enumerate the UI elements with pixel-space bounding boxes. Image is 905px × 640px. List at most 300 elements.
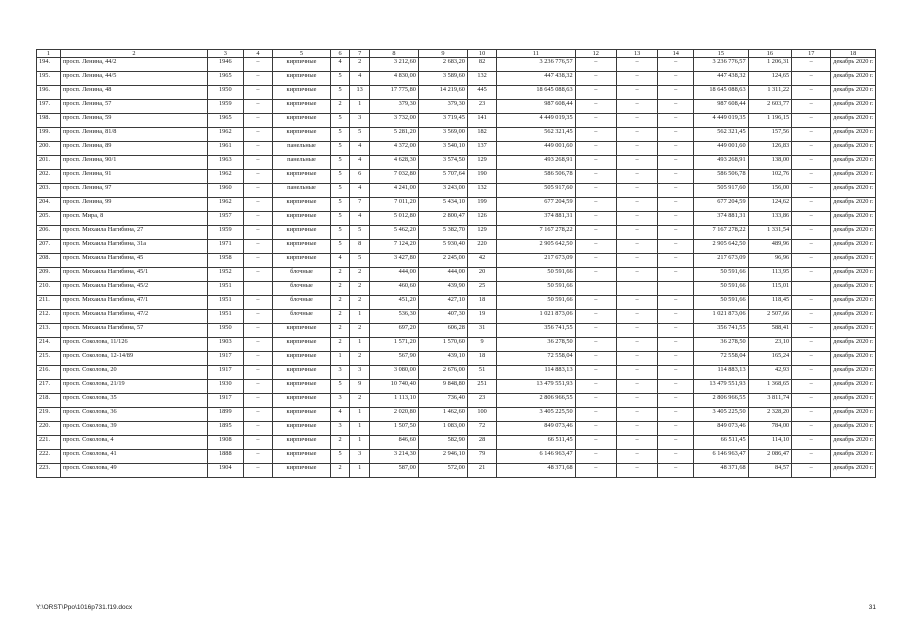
table-cell: 5 930,40 (418, 240, 467, 254)
table-cell: 13 479 551,93 (497, 380, 575, 394)
table-cell: 1 083,00 (418, 422, 467, 436)
table-cell: – (243, 226, 272, 240)
table-cell (575, 282, 616, 296)
table-cell: 3 719,45 (418, 114, 467, 128)
table-cell: просп. Соколова, 41 (60, 450, 207, 464)
table-cell: блочные (273, 268, 331, 282)
table-cell: 2 (350, 324, 370, 338)
table-cell: 114 883,13 (497, 366, 575, 380)
table-cell: 3 214,30 (369, 450, 418, 464)
table-cell: 1959 (207, 100, 243, 114)
table-cell: 5 (330, 156, 350, 170)
table-cell: 2 (330, 296, 350, 310)
table-cell: 536,30 (369, 310, 418, 324)
table-cell: 3 405 225,50 (497, 408, 575, 422)
table-cell: кирпичные (273, 450, 331, 464)
table-cell: 587,00 (369, 464, 418, 478)
table-cell: – (575, 380, 616, 394)
table-row (37, 156, 876, 170)
table-cell: декабрь 2020 г. (831, 282, 876, 296)
table-cell (616, 282, 657, 296)
table-cell: кирпичные (273, 114, 331, 128)
table-cell: 223. (37, 464, 61, 478)
table-cell: 379,30 (418, 100, 467, 114)
table-cell: – (243, 450, 272, 464)
table-cell: 4 372,00 (369, 142, 418, 156)
table-cell: 21 (467, 464, 496, 478)
table-cell: 132 (467, 184, 496, 198)
table-cell: – (792, 72, 831, 86)
table-cell: 846,60 (369, 436, 418, 450)
table-cell: 1 113,10 (369, 394, 418, 408)
table-cell: декабрь 2020 г. (831, 156, 876, 170)
table-cell: 1 196,15 (748, 114, 792, 128)
table-cell: – (792, 226, 831, 240)
table-cell: – (575, 268, 616, 282)
table-cell: – (243, 310, 272, 324)
table-cell: 210. (37, 282, 61, 296)
table-row (37, 380, 876, 394)
table-cell: – (792, 268, 831, 282)
table-cell: – (243, 352, 272, 366)
table-cell: – (243, 100, 272, 114)
table-cell: 5 (350, 226, 370, 240)
table-cell: декабрь 2020 г. (831, 226, 876, 240)
table-cell: 9 848,80 (418, 380, 467, 394)
table-cell: 72 558,04 (694, 352, 748, 366)
table-cell: декабрь 2020 г. (831, 380, 876, 394)
table-cell: – (616, 380, 657, 394)
column-number: 7 (350, 50, 370, 58)
table-cell: 23,10 (748, 338, 792, 352)
table-cell: – (575, 128, 616, 142)
table-cell: – (792, 114, 831, 128)
table-cell: 114 883,13 (694, 366, 748, 380)
table-cell: 1 206,31 (748, 58, 792, 72)
table-cell: – (616, 450, 657, 464)
table-cell: 7 167 278,22 (694, 226, 748, 240)
table-cell: 216. (37, 366, 61, 380)
table-cell: – (243, 254, 272, 268)
table-cell (658, 282, 694, 296)
table-cell: 66 511,45 (497, 436, 575, 450)
table-cell: – (616, 100, 657, 114)
table-cell: 1950 (207, 86, 243, 100)
table-cell: 1951 (207, 310, 243, 324)
table-cell: 2 603,77 (748, 100, 792, 114)
table-cell: декабрь 2020 г. (831, 170, 876, 184)
table-cell: 5 (330, 114, 350, 128)
table-cell: – (792, 422, 831, 436)
table-cell: декабрь 2020 г. (831, 436, 876, 450)
table-row (37, 408, 876, 422)
table-cell: 2 683,20 (418, 58, 467, 72)
table-cell: – (616, 184, 657, 198)
table-cell: 2 905 642,50 (694, 240, 748, 254)
table-cell: 356 741,55 (694, 324, 748, 338)
table-cell: 157,56 (748, 128, 792, 142)
table-cell: – (243, 408, 272, 422)
table-cell: 4 (350, 142, 370, 156)
table-cell: – (243, 268, 272, 282)
table-cell: 5 (330, 226, 350, 240)
table-cell: – (616, 324, 657, 338)
table-cell: – (243, 170, 272, 184)
table-cell: – (792, 366, 831, 380)
table-cell: 451,20 (369, 296, 418, 310)
table-cell: декабрь 2020 г. (831, 184, 876, 198)
table-cell: 1917 (207, 394, 243, 408)
table-row (37, 184, 876, 198)
table-cell: 2 020,80 (369, 408, 418, 422)
table-cell: просп. Михаила Нагибина, 45/1 (60, 268, 207, 282)
table-cell: декабрь 2020 г. (831, 268, 876, 282)
table-cell: – (658, 142, 694, 156)
table-cell: 1962 (207, 128, 243, 142)
table-cell: 124,62 (748, 198, 792, 212)
table-cell: – (243, 366, 272, 380)
table-row (37, 268, 876, 282)
table-row (37, 72, 876, 86)
table-cell: 1 507,50 (369, 422, 418, 436)
table-cell: 784,00 (748, 422, 792, 436)
table-cell: 562 321,45 (694, 128, 748, 142)
column-number-row (37, 50, 876, 58)
table-cell: – (616, 170, 657, 184)
table-cell: – (616, 310, 657, 324)
table-cell: – (575, 156, 616, 170)
table-cell: 2 (330, 310, 350, 324)
table-cell: 202. (37, 170, 61, 184)
table-cell: 5 012,80 (369, 212, 418, 226)
table-cell: просп. Соколова, 21/19 (60, 380, 207, 394)
table-cell: – (658, 58, 694, 72)
table-cell: 2 (330, 282, 350, 296)
table-cell: 3 540,10 (418, 142, 467, 156)
table-cell: 221. (37, 436, 61, 450)
table-cell: просп. Ленина, 57 (60, 100, 207, 114)
table-cell: – (616, 394, 657, 408)
table-cell: 1951 (207, 282, 243, 296)
table-cell: 3 (350, 366, 370, 380)
table-cell: 1895 (207, 422, 243, 436)
table-cell: – (616, 436, 657, 450)
table-cell: 5 (350, 254, 370, 268)
table-cell: 196. (37, 86, 61, 100)
table-cell: 379,30 (369, 100, 418, 114)
table-row (37, 436, 876, 450)
table-cell: просп. Соколова, 12-14/89 (60, 352, 207, 366)
table-cell: кирпичные (273, 128, 331, 142)
table-cell: просп. Михаила Нагибина, 57 (60, 324, 207, 338)
table-row (37, 366, 876, 380)
table-cell: 5 281,20 (369, 128, 418, 142)
table-cell: 182 (467, 128, 496, 142)
table-cell (792, 282, 831, 296)
table-cell: 9 (467, 338, 496, 352)
table-cell: 3 589,60 (418, 72, 467, 86)
table-cell: – (243, 394, 272, 408)
table-cell: 5 434,10 (418, 198, 467, 212)
table-cell: 505 917,60 (694, 184, 748, 198)
table-cell: 677 204,59 (694, 198, 748, 212)
table-cell: 218. (37, 394, 61, 408)
table-cell: 1971 (207, 240, 243, 254)
table-cell: 4 (330, 58, 350, 72)
table-cell: декабрь 2020 г. (831, 422, 876, 436)
table-cell: 199 (467, 198, 496, 212)
table-cell: – (616, 128, 657, 142)
table-cell: – (658, 198, 694, 212)
table-cell: декабрь 2020 г. (831, 450, 876, 464)
table-cell: кирпичные (273, 198, 331, 212)
table-cell: – (658, 156, 694, 170)
table-cell: 6 (350, 170, 370, 184)
table-cell: – (616, 212, 657, 226)
table-cell: – (575, 408, 616, 422)
table-cell: декабрь 2020 г. (831, 58, 876, 72)
table-cell: 18 645 088,63 (694, 86, 748, 100)
table-cell: – (243, 240, 272, 254)
table-cell: блочные (273, 310, 331, 324)
table-cell: 1 571,20 (369, 338, 418, 352)
table-cell: декабрь 2020 г. (831, 296, 876, 310)
table-cell: кирпичные (273, 58, 331, 72)
table-cell: 3 (350, 450, 370, 464)
table-cell: 36 278,50 (497, 338, 575, 352)
table-cell: 50 591,66 (497, 282, 575, 296)
table-cell: 3 080,00 (369, 366, 418, 380)
table-cell: декабрь 2020 г. (831, 72, 876, 86)
table-cell: – (575, 226, 616, 240)
table-cell: – (616, 58, 657, 72)
table-cell: 203. (37, 184, 61, 198)
table-row (37, 282, 876, 296)
table-cell: 1917 (207, 352, 243, 366)
table-cell: 449 001,60 (497, 142, 575, 156)
table-cell: – (792, 100, 831, 114)
table-cell: кирпичные (273, 394, 331, 408)
table-cell: – (658, 240, 694, 254)
table-cell: 129 (467, 156, 496, 170)
table-cell: 1899 (207, 408, 243, 422)
table-cell: 1965 (207, 72, 243, 86)
column-number: 3 (207, 50, 243, 58)
table-cell: 48 371,68 (694, 464, 748, 478)
table-cell: кирпичные (273, 170, 331, 184)
table-cell: декабрь 2020 г. (831, 338, 876, 352)
table-cell: декабрь 2020 г. (831, 366, 876, 380)
table-cell: 118,45 (748, 296, 792, 310)
table-cell: 493 268,91 (694, 156, 748, 170)
table-cell: – (575, 86, 616, 100)
table-cell: – (792, 184, 831, 198)
table-row (37, 296, 876, 310)
table-cell: 217 673,09 (497, 254, 575, 268)
table-cell: 6 146 963,47 (694, 450, 748, 464)
table-cell: 51 (467, 366, 496, 380)
table-cell: 50 591,66 (497, 268, 575, 282)
table-cell: 217 673,09 (694, 254, 748, 268)
table-cell: 195. (37, 72, 61, 86)
table-cell: 5 (330, 240, 350, 254)
table-cell: 7 167 278,22 (497, 226, 575, 240)
table-cell: просп. Соколова, 49 (60, 464, 207, 478)
table-cell: 449 001,60 (694, 142, 748, 156)
table-cell: 1965 (207, 114, 243, 128)
table-cell: 1888 (207, 450, 243, 464)
table-cell: 567,90 (369, 352, 418, 366)
column-number: 17 (792, 50, 831, 58)
table-cell: 5 (330, 450, 350, 464)
table-cell: 4 (330, 254, 350, 268)
table-cell: – (243, 324, 272, 338)
table-cell: 133,86 (748, 212, 792, 226)
table-row (37, 464, 876, 478)
table-cell: 1 (350, 338, 370, 352)
table-cell: – (575, 58, 616, 72)
table-cell: 1950 (207, 324, 243, 338)
table-cell: 1951 (207, 296, 243, 310)
table-cell: блочные (273, 282, 331, 296)
table-cell: – (658, 464, 694, 478)
document-path: Y:\ORST\Ppo\1016p731.f19.docx (36, 604, 133, 611)
table-cell: 50 591,66 (694, 296, 748, 310)
table-cell: – (658, 254, 694, 268)
table-cell: 1962 (207, 170, 243, 184)
table-cell: 460,60 (369, 282, 418, 296)
table-cell: просп. Соколова, 35 (60, 394, 207, 408)
table-cell: – (243, 184, 272, 198)
table-cell: 1 (350, 464, 370, 478)
table-cell: 4 449 019,35 (694, 114, 748, 128)
housing-register-table (36, 49, 876, 478)
column-number: 12 (575, 50, 616, 58)
table-cell: – (658, 212, 694, 226)
table-cell: – (243, 338, 272, 352)
table-cell: 211. (37, 296, 61, 310)
table-cell: 18 645 088,63 (497, 86, 575, 100)
column-number: 8 (369, 50, 418, 58)
table-cell: 1960 (207, 184, 243, 198)
table-cell: – (243, 380, 272, 394)
table-cell: 493 268,91 (497, 156, 575, 170)
table-cell: 588,41 (748, 324, 792, 338)
table-cell: 42 (467, 254, 496, 268)
table-cell: – (616, 408, 657, 422)
table-cell: просп. Соколова, 39 (60, 422, 207, 436)
table-cell: 213. (37, 324, 61, 338)
table-cell: 100 (467, 408, 496, 422)
table-cell: 447 438,32 (694, 72, 748, 86)
table-cell: просп. Ленина, 90/1 (60, 156, 207, 170)
table-cell: – (575, 72, 616, 86)
table-cell: – (575, 212, 616, 226)
table-cell: 36 278,50 (694, 338, 748, 352)
table-cell: – (616, 198, 657, 212)
table-cell: просп. Соколова, 20 (60, 366, 207, 380)
table-cell: – (575, 310, 616, 324)
table-cell: 220 (467, 240, 496, 254)
table-cell: 1 (350, 310, 370, 324)
table-cell: просп. Михаила Нагибина, 47/2 (60, 310, 207, 324)
table-cell: 204. (37, 198, 61, 212)
table-cell: просп. Соколова, 11/126 (60, 338, 207, 352)
column-number: 6 (330, 50, 350, 58)
table-cell: – (243, 464, 272, 478)
table-cell: 206. (37, 226, 61, 240)
table-cell: – (575, 198, 616, 212)
table-cell: 2 (330, 100, 350, 114)
table-cell: – (792, 170, 831, 184)
table-cell: – (792, 338, 831, 352)
table-cell: 72 558,04 (497, 352, 575, 366)
table-cell: 427,10 (418, 296, 467, 310)
table-cell: 1 (350, 436, 370, 450)
table-cell: 198. (37, 114, 61, 128)
table-cell: декабрь 2020 г. (831, 86, 876, 100)
table-cell: 2 086,47 (748, 450, 792, 464)
table-cell: 6 146 963,47 (497, 450, 575, 464)
table-cell: 582,90 (418, 436, 467, 450)
table-cell: 18 (467, 296, 496, 310)
table-cell: 4 (350, 212, 370, 226)
table-cell: панельные (273, 142, 331, 156)
table-cell: – (616, 226, 657, 240)
table-cell: просп. Соколова, 4 (60, 436, 207, 450)
table-cell: 28 (467, 436, 496, 450)
table-cell: 1904 (207, 464, 243, 478)
table-cell: 2 507,66 (748, 310, 792, 324)
table-cell: 1963 (207, 156, 243, 170)
table-cell: 2 328,20 (748, 408, 792, 422)
table-cell: – (792, 240, 831, 254)
table-cell: 3 574,50 (418, 156, 467, 170)
table-cell: 66 511,45 (694, 436, 748, 450)
table-cell: – (658, 114, 694, 128)
table-cell: – (792, 198, 831, 212)
table-cell: 1 (350, 422, 370, 436)
table-cell: 96,96 (748, 254, 792, 268)
table-row (37, 212, 876, 226)
table-cell: 5 (330, 184, 350, 198)
table-cell: 562 321,45 (497, 128, 575, 142)
table-cell: 2 245,00 (418, 254, 467, 268)
table-cell: – (616, 366, 657, 380)
table-cell: 50 591,66 (694, 268, 748, 282)
table-row (37, 240, 876, 254)
table-cell: – (792, 86, 831, 100)
table-cell: 489,96 (748, 240, 792, 254)
table-cell: декабрь 2020 г. (831, 254, 876, 268)
table-cell: 2 (350, 296, 370, 310)
table-cell: 72 (467, 422, 496, 436)
table-cell: декабрь 2020 г. (831, 310, 876, 324)
table-cell: 736,40 (418, 394, 467, 408)
table-cell: 4 628,30 (369, 156, 418, 170)
table-cell: 4 (350, 184, 370, 198)
table-cell: 5 (330, 212, 350, 226)
table-cell: – (658, 310, 694, 324)
table-cell: – (658, 128, 694, 142)
table-cell: кирпичные (273, 212, 331, 226)
table-cell: 2 676,00 (418, 366, 467, 380)
table-cell: кирпичные (273, 324, 331, 338)
table-cell: 3 (330, 366, 350, 380)
table-cell: просп. Ленина, 44/2 (60, 58, 207, 72)
table-cell: – (792, 296, 831, 310)
table-cell: 10 740,40 (369, 380, 418, 394)
